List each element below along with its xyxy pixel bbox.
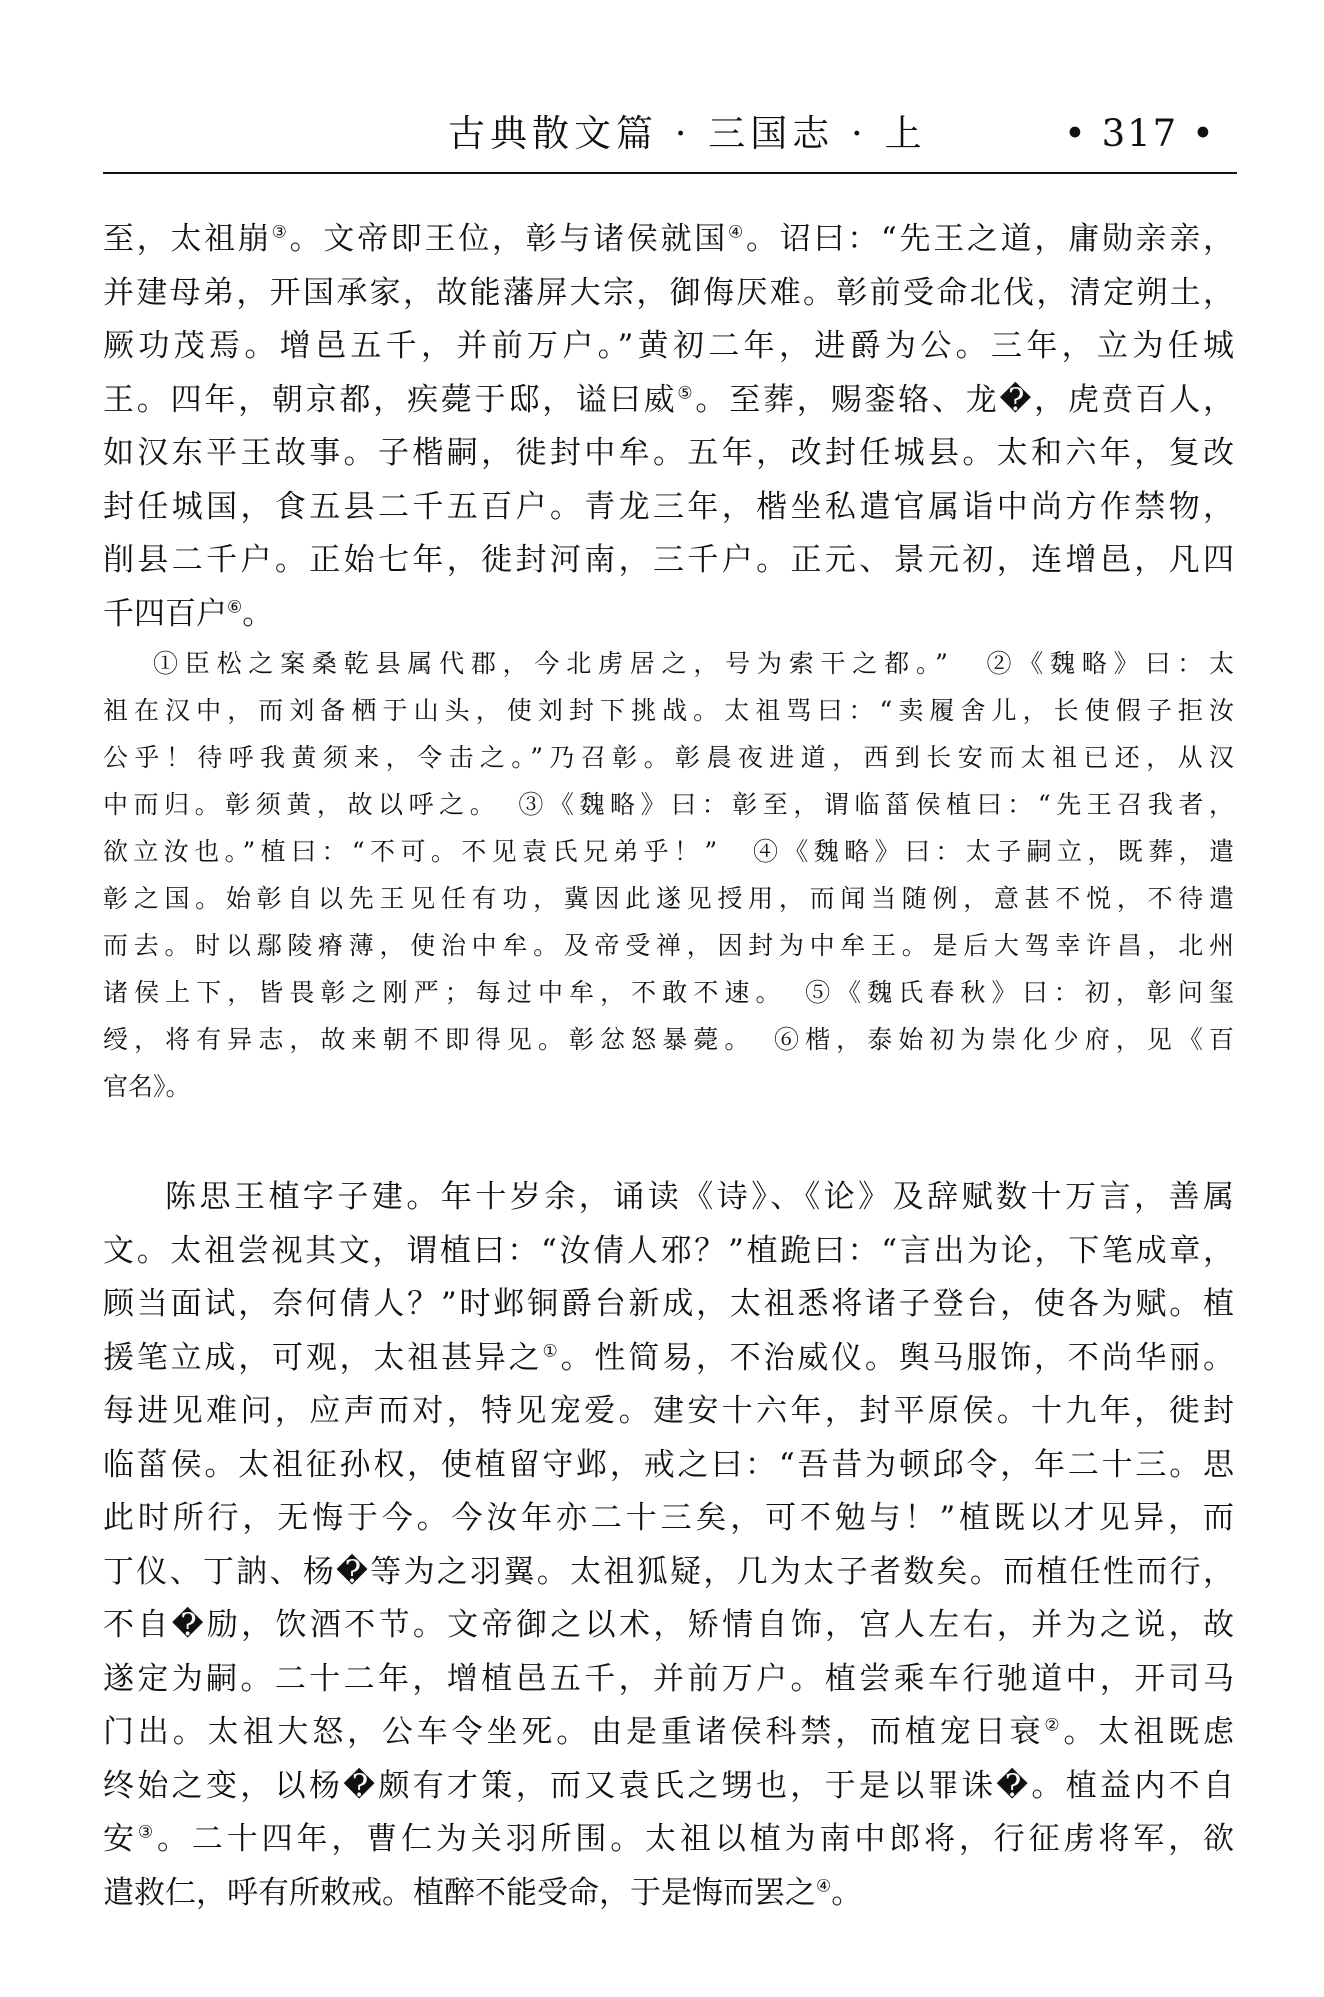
- footnote-line: 绶，将有异志，故来朝不即得见。彰忿怒暴薨。 ⑥楷，泰始初为崇化少府，见《百: [103, 1025, 1234, 1054]
- main-text-line: 至，太祖崩③。文帝即王位，彰与诸侯就国④。诏曰：“先王之道，庸勋亲亲，: [103, 221, 1234, 257]
- footnote-ref: ④: [728, 222, 747, 243]
- footnote-ref: ①: [542, 1341, 561, 1362]
- header-rule: [103, 172, 1237, 174]
- main-text-line: 丁仪、丁訥、杨�等为之羽翼。太祖狐疑，几为太子者数矣。而植任性而行，: [103, 1553, 1234, 1590]
- running-title: 古典散文篇 · 三国志 · 上: [448, 112, 927, 155]
- footnote-line: 官名》。: [103, 1072, 191, 1101]
- footnote-ref: ③: [137, 1822, 158, 1843]
- main-text-line: 如汉东平王故事。子楷嗣，徙封中牟。五年，改封任城县。太和六年，复改: [103, 435, 1234, 471]
- paragraph-chen-si-wang: [103, 1171, 1234, 1920]
- main-text-line: 此时所行，无悔于今。今汝年亦二十三矣，可不勉与！”植既以才见异，而: [103, 1500, 1234, 1536]
- main-text-line: 门出。太祖大怒，公车令坐死。由是重诸侯科禁，而植宠日衰②。太祖既虑: [103, 1714, 1234, 1750]
- main-text-line: 王。四年，朝京都，疾薨于邸，谥曰威⑤。至葬，赐銮辂、龙�，虎贲百人，: [103, 381, 1234, 418]
- main-text-line: 不自�励，饮酒不节。文帝御之以术，矫情自饰，宫人左右，并为之说，故: [103, 1607, 1234, 1643]
- main-text-line: 安③。二十四年，曹仁为关羽所围。太祖以植为南中郎将，行征虏将军，欲: [103, 1821, 1234, 1857]
- main-text-line: 厥功茂焉。增邑五千，并前万户。”黄初二年，进爵为公。三年，立为任城: [103, 328, 1234, 364]
- footnote-line: 中而归。彰须黄，故以呼之。 ③《魏略》曰：彰至，谓临菑侯植曰：“先王召我者，: [103, 790, 1234, 819]
- footnote-ref: ⑤: [677, 383, 696, 404]
- footnote-line: 祖在汉中，而刘备栖于山头，使刘封下挑战。太祖骂曰：“卖履舍儿，长使假子拒汝: [103, 696, 1234, 725]
- footnote-ref: ③: [271, 222, 290, 243]
- footnote-line: 诸侯上下，皆畏彰之刚严；每过中牟，不敢不速。 ⑤《魏氏春秋》曰：初，彰问玺: [103, 978, 1234, 1007]
- paragraph-zhang-biography: [103, 213, 1234, 641]
- footnote-ref: ④: [816, 1876, 832, 1897]
- footnote-line: 欲立汝也。”植曰：“不可。不见袁氏兄弟乎！” ④《魏略》曰：太子嗣立，既葬，遣: [103, 837, 1234, 866]
- main-text-line: 临菑侯。太祖征孙权，使植留守邺，戒之曰：“吾昔为顿邱令，年二十三。思: [103, 1446, 1234, 1483]
- page-number: • 317 •: [1064, 112, 1216, 155]
- main-text-line: 遣救仁，呼有所敕戒。植醉不能受命，于是悔而罢之④。: [103, 1874, 863, 1911]
- main-text-line: 陈思王植字子建。年十岁余，诵读《诗》、《论》及辞赋数十万言，善属: [165, 1179, 1234, 1215]
- main-text-line: 文。太祖尝视其文，谓植曰：“汝倩人邪？”植跪曰：“言出为论，下笔成章，: [103, 1232, 1234, 1269]
- footnote-ref: ⑥: [227, 597, 243, 618]
- footnote-line: 公乎！待呼我黄须来，令击之。”乃召彰。彰晨夜进道，西到长安而太祖已还，从汉: [103, 743, 1234, 772]
- main-text-line: 援笔立成，可观，太祖甚异之①。性简易，不治威仪。舆马服饰，不尚华丽。: [103, 1339, 1234, 1376]
- main-text-line: 遂定为嗣。二十二年，增植邑五千，并前万户。植尝乘车行驰道中，开司马: [103, 1660, 1234, 1697]
- main-text-line: 顾当面试，奈何倩人？”时邺铜爵台新成，太祖悉将诸子登台，使各为赋。植: [103, 1286, 1234, 1322]
- main-text-line: 并建母弟，开国承家，故能藩屏大宗，御侮厌难。彰前受命北伐，清定朔土，: [103, 274, 1234, 311]
- main-text-line: 封任城国，食五县二千五百户。青龙三年，楷坐私遣官属诣中尚方作禁物，: [103, 488, 1234, 525]
- footnote-line: 彰之国。始彰自以先王见任有功，冀因此遂见授用，而闻当随例，意甚不悦，不待遣: [103, 884, 1234, 913]
- footnote-ref: ②: [1044, 1715, 1064, 1736]
- main-text-line: 削县二千户。正始七年，徙封河南，三千户。正元、景元初，连增邑，凡四: [103, 542, 1234, 578]
- footnote-line: 而去。时以鄢陵瘠薄，使治中牟。及帝受禅，因封为中牟王。是后大驾幸许昌，北州: [103, 931, 1234, 960]
- main-text-line: 终始之变，以杨�颇有才策，而又袁氏之甥也，于是以罪诛�。植益内不自: [103, 1767, 1234, 1804]
- footnote-line: ①臣松之案桑乾县属代郡，今北虏居之，号为索干之都。” ②《魏略》曰：太: [153, 649, 1234, 678]
- main-text-line: 每进见难问，应声而对，特见宠爱。建安十六年，封平原侯。十九年，徙封: [103, 1393, 1234, 1429]
- main-text-line: 千四百户⑥。: [103, 595, 274, 632]
- footnotes: [103, 640, 1234, 1110]
